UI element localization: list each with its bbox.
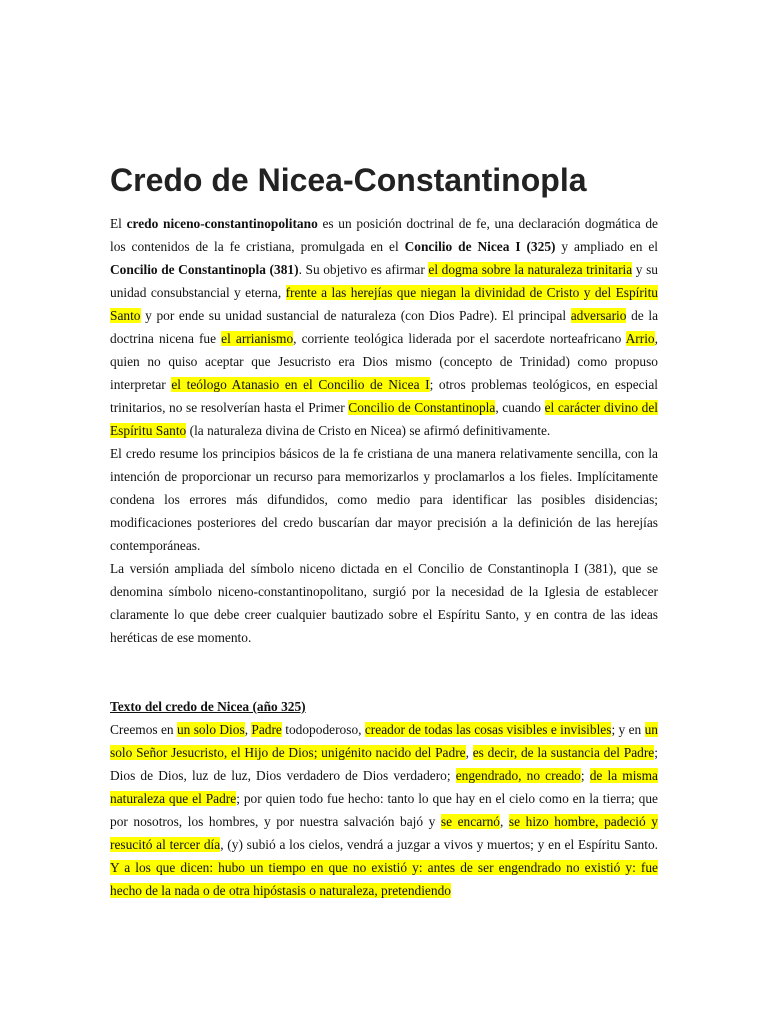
highlighted-text: un solo Dios [176, 722, 245, 737]
text-run: El [110, 216, 127, 231]
highlighted-text: de la misma naturaleza que el Padre [110, 768, 658, 806]
highlighted-text: el arrianismo [221, 331, 294, 346]
highlighted-text: Concilio de Constantinopla [348, 400, 496, 415]
text-run: y por ende su unidad sustancial de naturaleza (con Dios Padre). El principal [140, 308, 571, 323]
page-title: Credo de Nicea-Constantinopla [110, 162, 587, 198]
creed-paragraph [110, 718, 658, 902]
highlighted-text: se encarnó [440, 814, 500, 829]
highlighted-text: Arrio [625, 331, 655, 346]
highlighted-text: el dogma sobre la naturaleza trinitaria [428, 262, 633, 277]
bold-term: credo niceno-constantinopolitano [126, 216, 318, 231]
highlighted-text: frente a las herejías que niegan la divinidad de Cristo y del Espíritu Santo [110, 285, 658, 323]
text-run: , (y) subió a los cielos, vendrá a juzgar a vivos y muertos; y en el Espíritu Santo. [220, 837, 658, 852]
highlighted-text: Padre [251, 722, 282, 737]
text-run: ; [580, 768, 590, 783]
text-run: , corriente teológica liderada por el sacerdote norteafricano [293, 331, 626, 346]
text-run: de la doctrina nicena fue [110, 308, 659, 346]
highlighted-text: creador de todas las cosas visibles e invisibles [364, 722, 612, 737]
text-run: ; Dios de Dios, luz de luz, Dios verdadero de Dios verdadero; [110, 745, 658, 783]
text-run: , [500, 814, 509, 829]
text-run: ; y en [611, 722, 645, 737]
text-run: Creemos en [110, 722, 177, 737]
text-run: ; otros problemas teológicos, en especial trinitarios, no se resolverían hasta el Primer [110, 377, 658, 415]
text-run: ; por quien todo fue hecho: tanto lo que hay en el cielo como en la tierra; que por nosotros, los hombres, y por nuestra salvación bajó y [110, 791, 658, 829]
text-run: todopoderoso, [281, 722, 365, 737]
highlighted-text: el teólogo Atanasio en el Concilio de Nicea I [171, 377, 430, 392]
bold-term: Concilio de Nicea I (325) [404, 239, 556, 254]
text-run: , quien no quiso aceptar que Jesucristo era Dios mismo (concepto de Trinidad) como propuso interpretar [110, 331, 658, 392]
text-run: , cuando [495, 400, 545, 415]
highlighted-text: el carácter divino del Espíritu Santo [110, 400, 659, 438]
text-run: y su unidad consubstancial y eterna, [110, 262, 658, 300]
document-page [110, 160, 658, 902]
text-run: es un posición doctrinal de fe, una declaración dogmática de los contenidos de la fe cristiana, promulgada en el [110, 216, 658, 254]
highlighted-text: un solo Señor Jesucristo, el Hijo de Dios; unigénito nacido del Padre [110, 722, 658, 760]
text-run: , [244, 722, 252, 737]
paragraph-3: La versión ampliada del símbolo niceno dictada en el Concilio de Constantinopla I (381), que se denomina símbolo niceno-constantinopolitano, surgió por la necesidad de la Iglesia de establecer claramente lo que debe creer cualquier bautizado sobre el Espíritu Santo, y en contra de las ideas heréticas de ese momento. [110, 561, 658, 645]
highlighted-text: se hizo hombre, padeció y resucitó al tercer día [110, 814, 658, 852]
highlighted-text: engendrado, no creado [455, 768, 581, 783]
paragraph-2: El credo resume los principios básicos de la fe cristiana de una manera relativamente sencilla, con la intención de proporcionar un recurso para memorizarlos y proclamarlos a los fieles. Implícitamente condena los errores más difundidos, como medio para identificar las posibles disidencias; modificaciones posteriores del credo buscarían dar mayor precisión a la definición de las herejías contemporáneas. [110, 446, 658, 553]
highlighted-text: es decir, de la sustancia del Padre [472, 745, 655, 760]
text-run: . Su objetivo es afirmar [298, 262, 429, 277]
highlighted-text: Y a los que dicen: hubo un tiempo en que no existió y: antes de ser engendrado no existió y: fue hecho de la nada o de otra hipóstasis o naturaleza, pretendiendo [110, 860, 658, 898]
bold-term: Concilio de Constantinopla (381) [110, 262, 299, 277]
text-run: , [465, 745, 473, 760]
intro-paragraph [110, 212, 658, 442]
text-run: (la naturaleza divina de Cristo en Nicea) se afirmó definitivamente. [186, 423, 551, 438]
section-title: Texto del credo de Nicea (año 325) [110, 699, 306, 714]
section-spacer [110, 649, 658, 695]
highlighted-text: adversario [570, 308, 627, 323]
text-run: y ampliado en el [555, 239, 658, 254]
